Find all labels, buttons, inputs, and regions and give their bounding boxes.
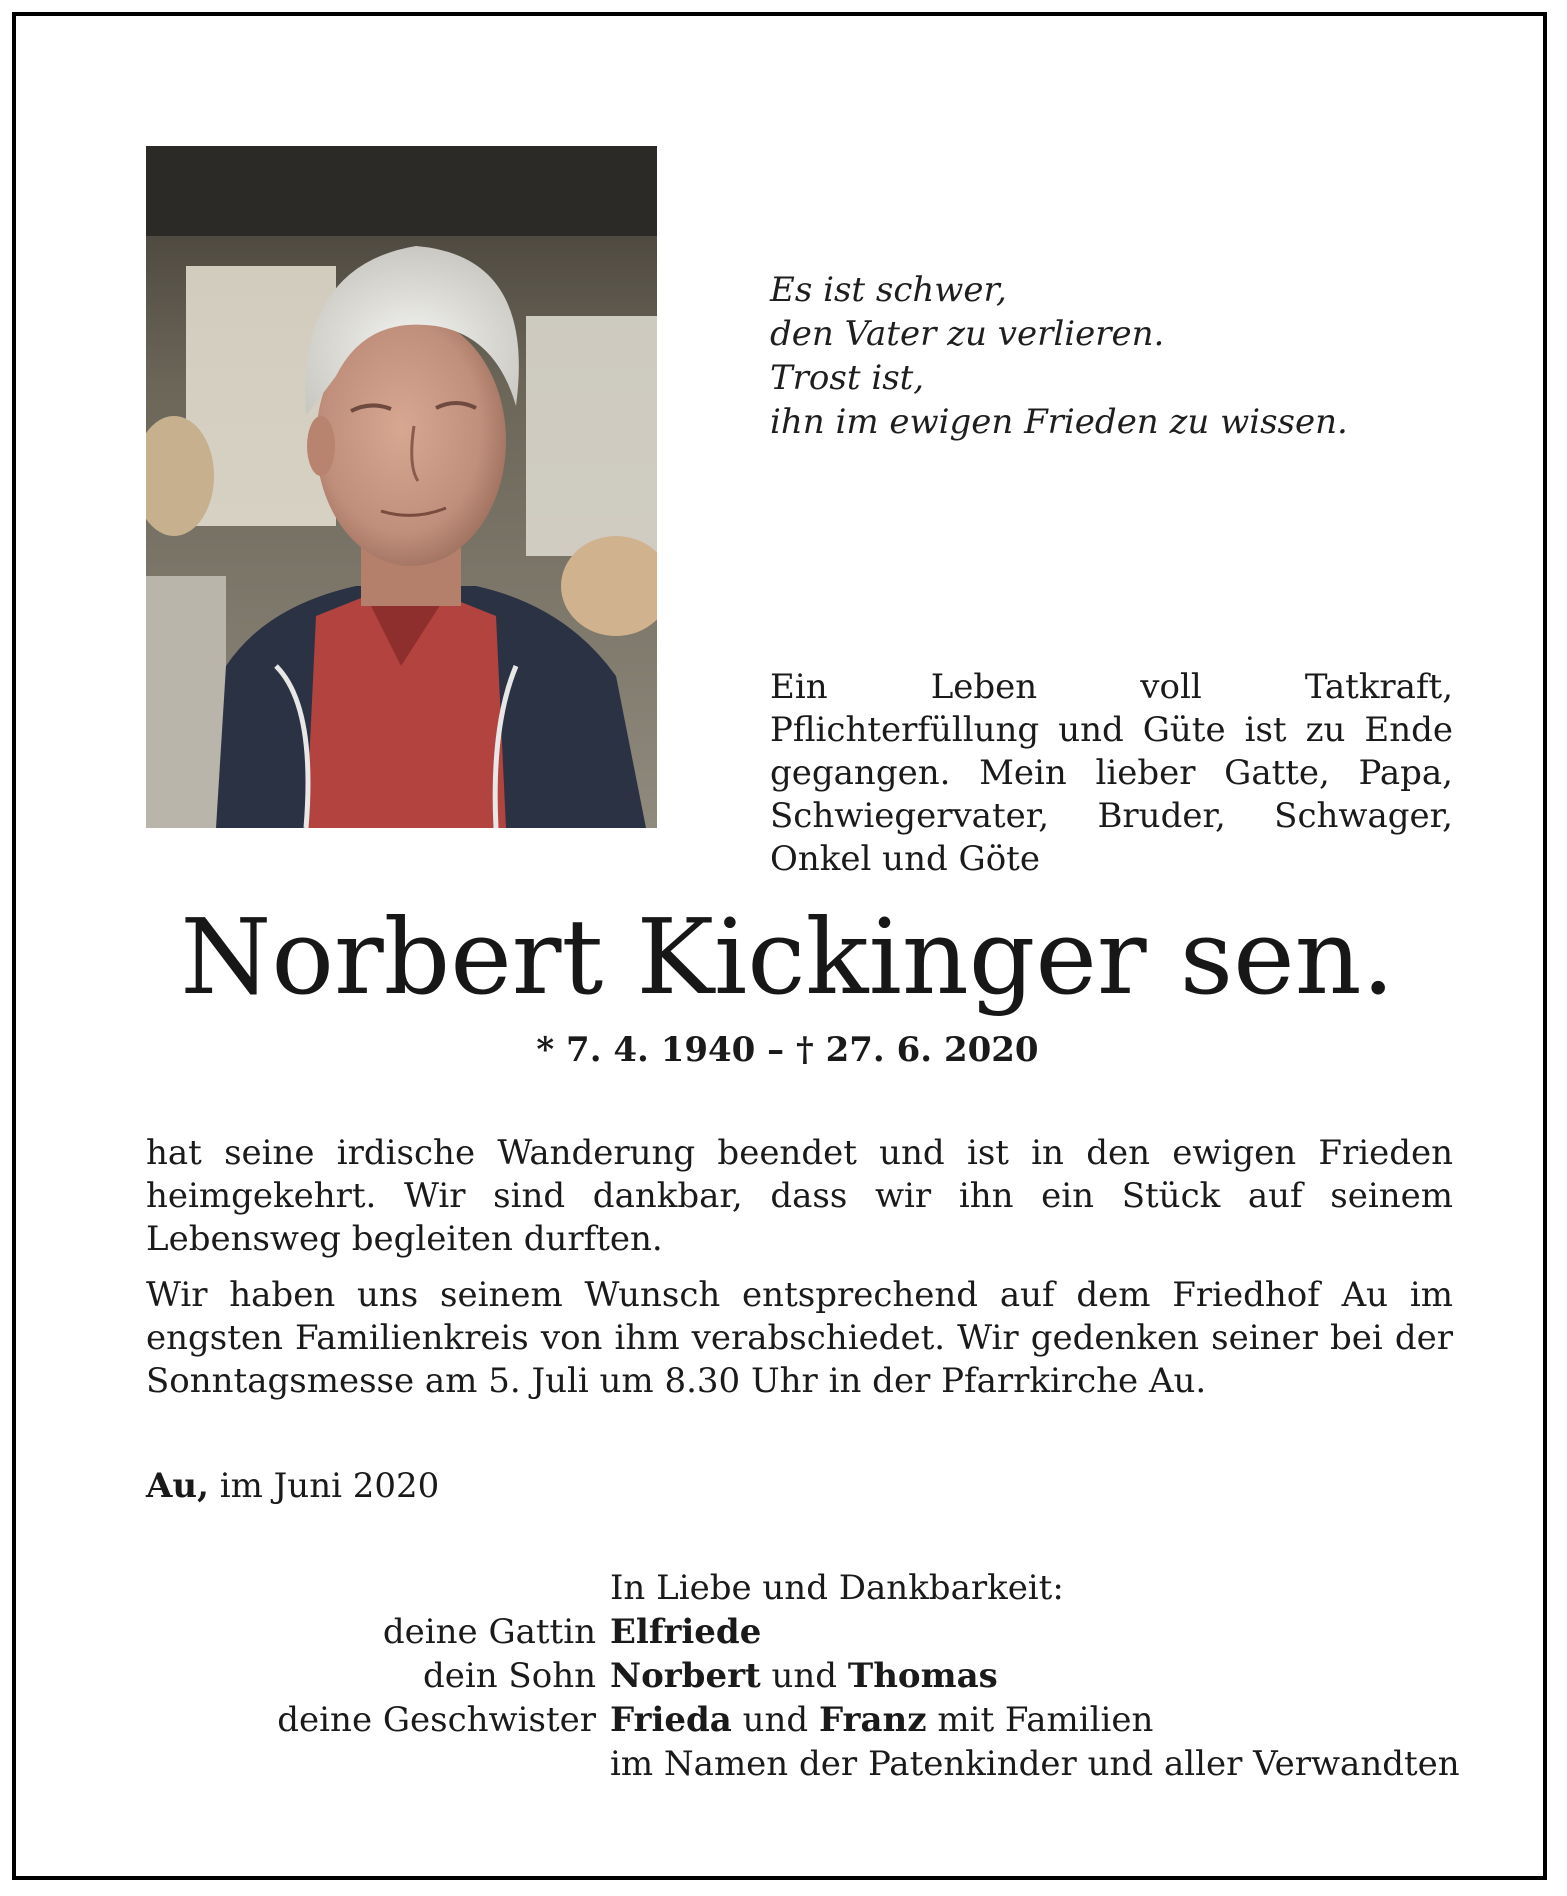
name-sibling-1: Frieda xyxy=(610,1700,732,1740)
page-border xyxy=(12,12,1547,1880)
signoff-closing: im Namen der Patenkinder und aller Verwandten xyxy=(610,1744,1460,1784)
paragraph-farewell: Wir haben uns seinem Wunsch entsprechend auf dem Friedhof Au im engsten Familienkreis von ihm verabschiedet. Wir gedenken seiner bei der Sonntagsmesse am 5. Juli um 8.30 Uhr in der Pfarrkirche Au. xyxy=(146,1275,1453,1401)
quote-line: ihn im ewigen Frieden zu wissen. xyxy=(770,402,1348,442)
intro-text: Ein Leben voll Tatkraft, Pflichterfüllung und Güte ist zu Ende gegangen. Mein lieber Gatte, Papa, Schwiegervater, Bruder, Schwager, Onkel und Göte xyxy=(770,667,1453,879)
place-month: im Juni 2020 xyxy=(219,1466,440,1506)
joiner: und xyxy=(742,1700,809,1740)
paragraph-announcement: hat seine irdische Wanderung beendet und ist in den ewigen Frieden heimgekehrt. Wir sind dankbar, dass wir ihn ein Stück auf seinem Lebensweg begleiten durften. xyxy=(146,1133,1453,1259)
siblings-suffix: mit Familien xyxy=(937,1700,1154,1740)
quote xyxy=(770,268,1410,444)
place-town: Au, xyxy=(146,1466,209,1506)
joiner: und xyxy=(771,1656,838,1696)
quote-line: Es ist schwer, xyxy=(770,270,1007,310)
name-son-2: Thomas xyxy=(847,1656,998,1696)
portrait-photo xyxy=(146,146,657,828)
quote-line: den Vater zu verlieren. xyxy=(770,314,1165,354)
relation-wife: deine Gattin xyxy=(382,1612,596,1652)
relation-siblings: deine Geschwister xyxy=(277,1700,596,1740)
signoff xyxy=(146,1566,1466,1786)
deceased-name: Norbert Kickinger sen. xyxy=(180,896,1395,1018)
signoff-heading: In Liebe und Dankbarkeit: xyxy=(610,1568,1064,1608)
life-dates: * 7. 4. 1940 – † 27. 6. 2020 xyxy=(536,1030,1039,1070)
name-son-1: Norbert xyxy=(610,1656,761,1696)
name-sibling-2: Franz xyxy=(819,1700,927,1740)
quote-line: Trost ist, xyxy=(770,358,925,398)
relation-son: dein Sohn xyxy=(422,1656,596,1696)
place-date xyxy=(146,1464,439,1508)
name-wife: Elfriede xyxy=(610,1612,762,1652)
